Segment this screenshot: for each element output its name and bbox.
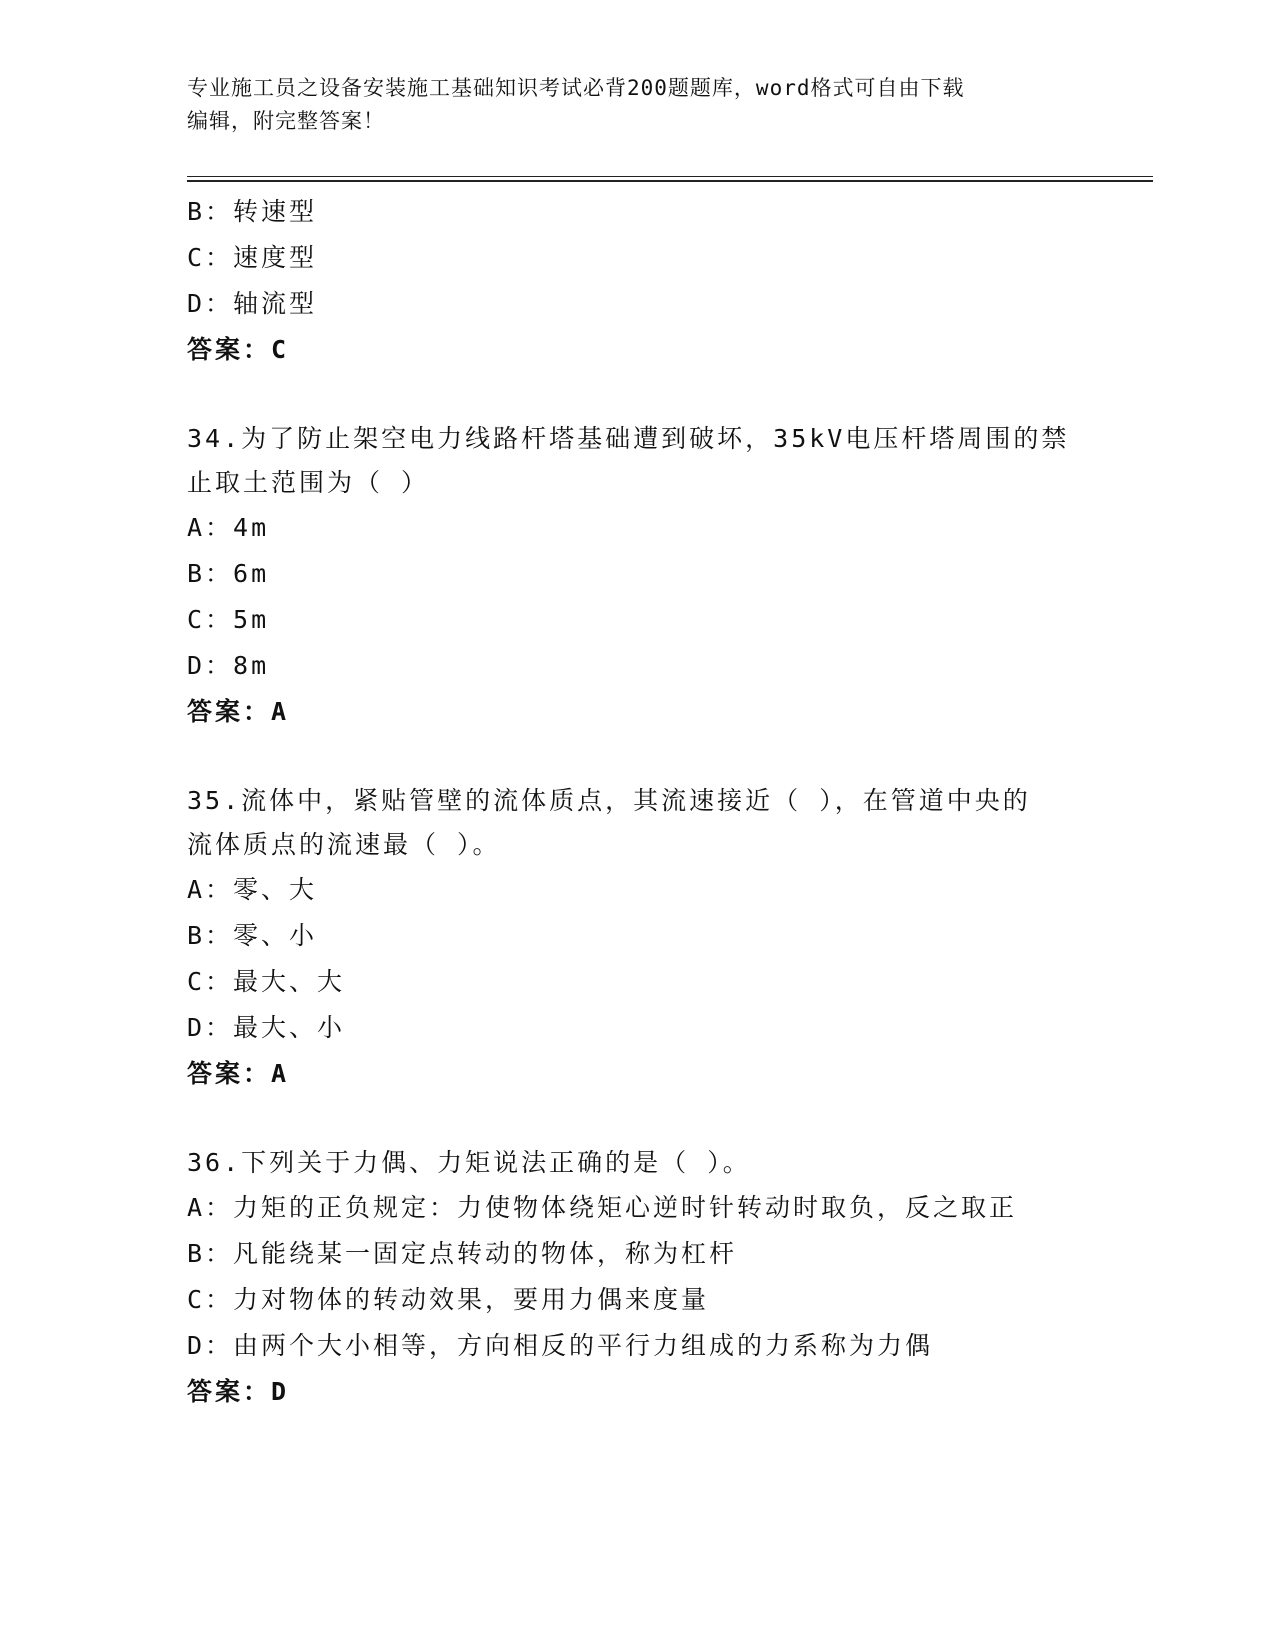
option-a: A：零、大 [187, 875, 318, 904]
answer-label: 答案：C [187, 335, 290, 364]
header-title-line-2: 编辑，附完整答案！ [187, 109, 385, 133]
answer-label: 答案：A [187, 1059, 290, 1088]
option-a: A：4m [187, 513, 270, 542]
header-rule-thick [187, 180, 1153, 182]
header-title-line-1: 专业施工员之设备安装施工基础知识考试必背200题题库，word格式可自由下载 [187, 76, 965, 100]
option-c: C：5m [187, 605, 270, 634]
question-list [187, 189, 1087, 1415]
option-c: C：力对物体的转动效果，要用力偶来度量 [187, 1285, 710, 1314]
option-b: B：零、小 [187, 921, 318, 950]
option-b: B：凡能绕某一固定点转动的物体，称为杠杆 [187, 1239, 738, 1268]
answer-label: 答案：D [187, 1377, 290, 1406]
question-34 [187, 417, 1087, 735]
answer-label: 答案：A [187, 697, 290, 726]
question-33 [187, 189, 1087, 373]
question-stem-line-2: 止取土范围为（ ） [187, 468, 430, 497]
question-spacer [187, 1097, 1087, 1141]
question-spacer [187, 373, 1087, 417]
option-c: C：最大、大 [187, 967, 346, 996]
option-b: B：6m [187, 559, 270, 588]
question-stem-line-1: 34.为了防止架空电力线路杆塔基础遭到破坏，35kV电压杆塔周围的禁 [187, 424, 1070, 453]
option-d: D：由两个大小相等，方向相反的平行力组成的力系称为力偶 [187, 1331, 934, 1360]
option-c: C：速度型 [187, 243, 318, 272]
question-35 [187, 779, 1087, 1097]
option-d: D：轴流型 [187, 289, 318, 318]
option-b: B：转速型 [187, 197, 318, 226]
question-stem-line-2: 流体质点的流速最（ ）。 [187, 830, 501, 859]
header-rule-thin [187, 176, 1153, 177]
question-stem-line-1: 36.下列关于力偶、力矩说法正确的是（ ）。 [187, 1148, 751, 1177]
question-spacer [187, 735, 1087, 779]
option-d: D：最大、小 [187, 1013, 346, 1042]
question-stem-line-1: 35.流体中，紧贴管壁的流体质点，其流速接近（ ），在管道中央的 [187, 786, 1031, 815]
document-header [187, 72, 1067, 138]
option-a: A：力矩的正负规定：力使物体绕矩心逆时针转动时取负，反之取正 [187, 1193, 1018, 1222]
option-d: D：8m [187, 651, 270, 680]
question-36 [187, 1141, 1087, 1415]
